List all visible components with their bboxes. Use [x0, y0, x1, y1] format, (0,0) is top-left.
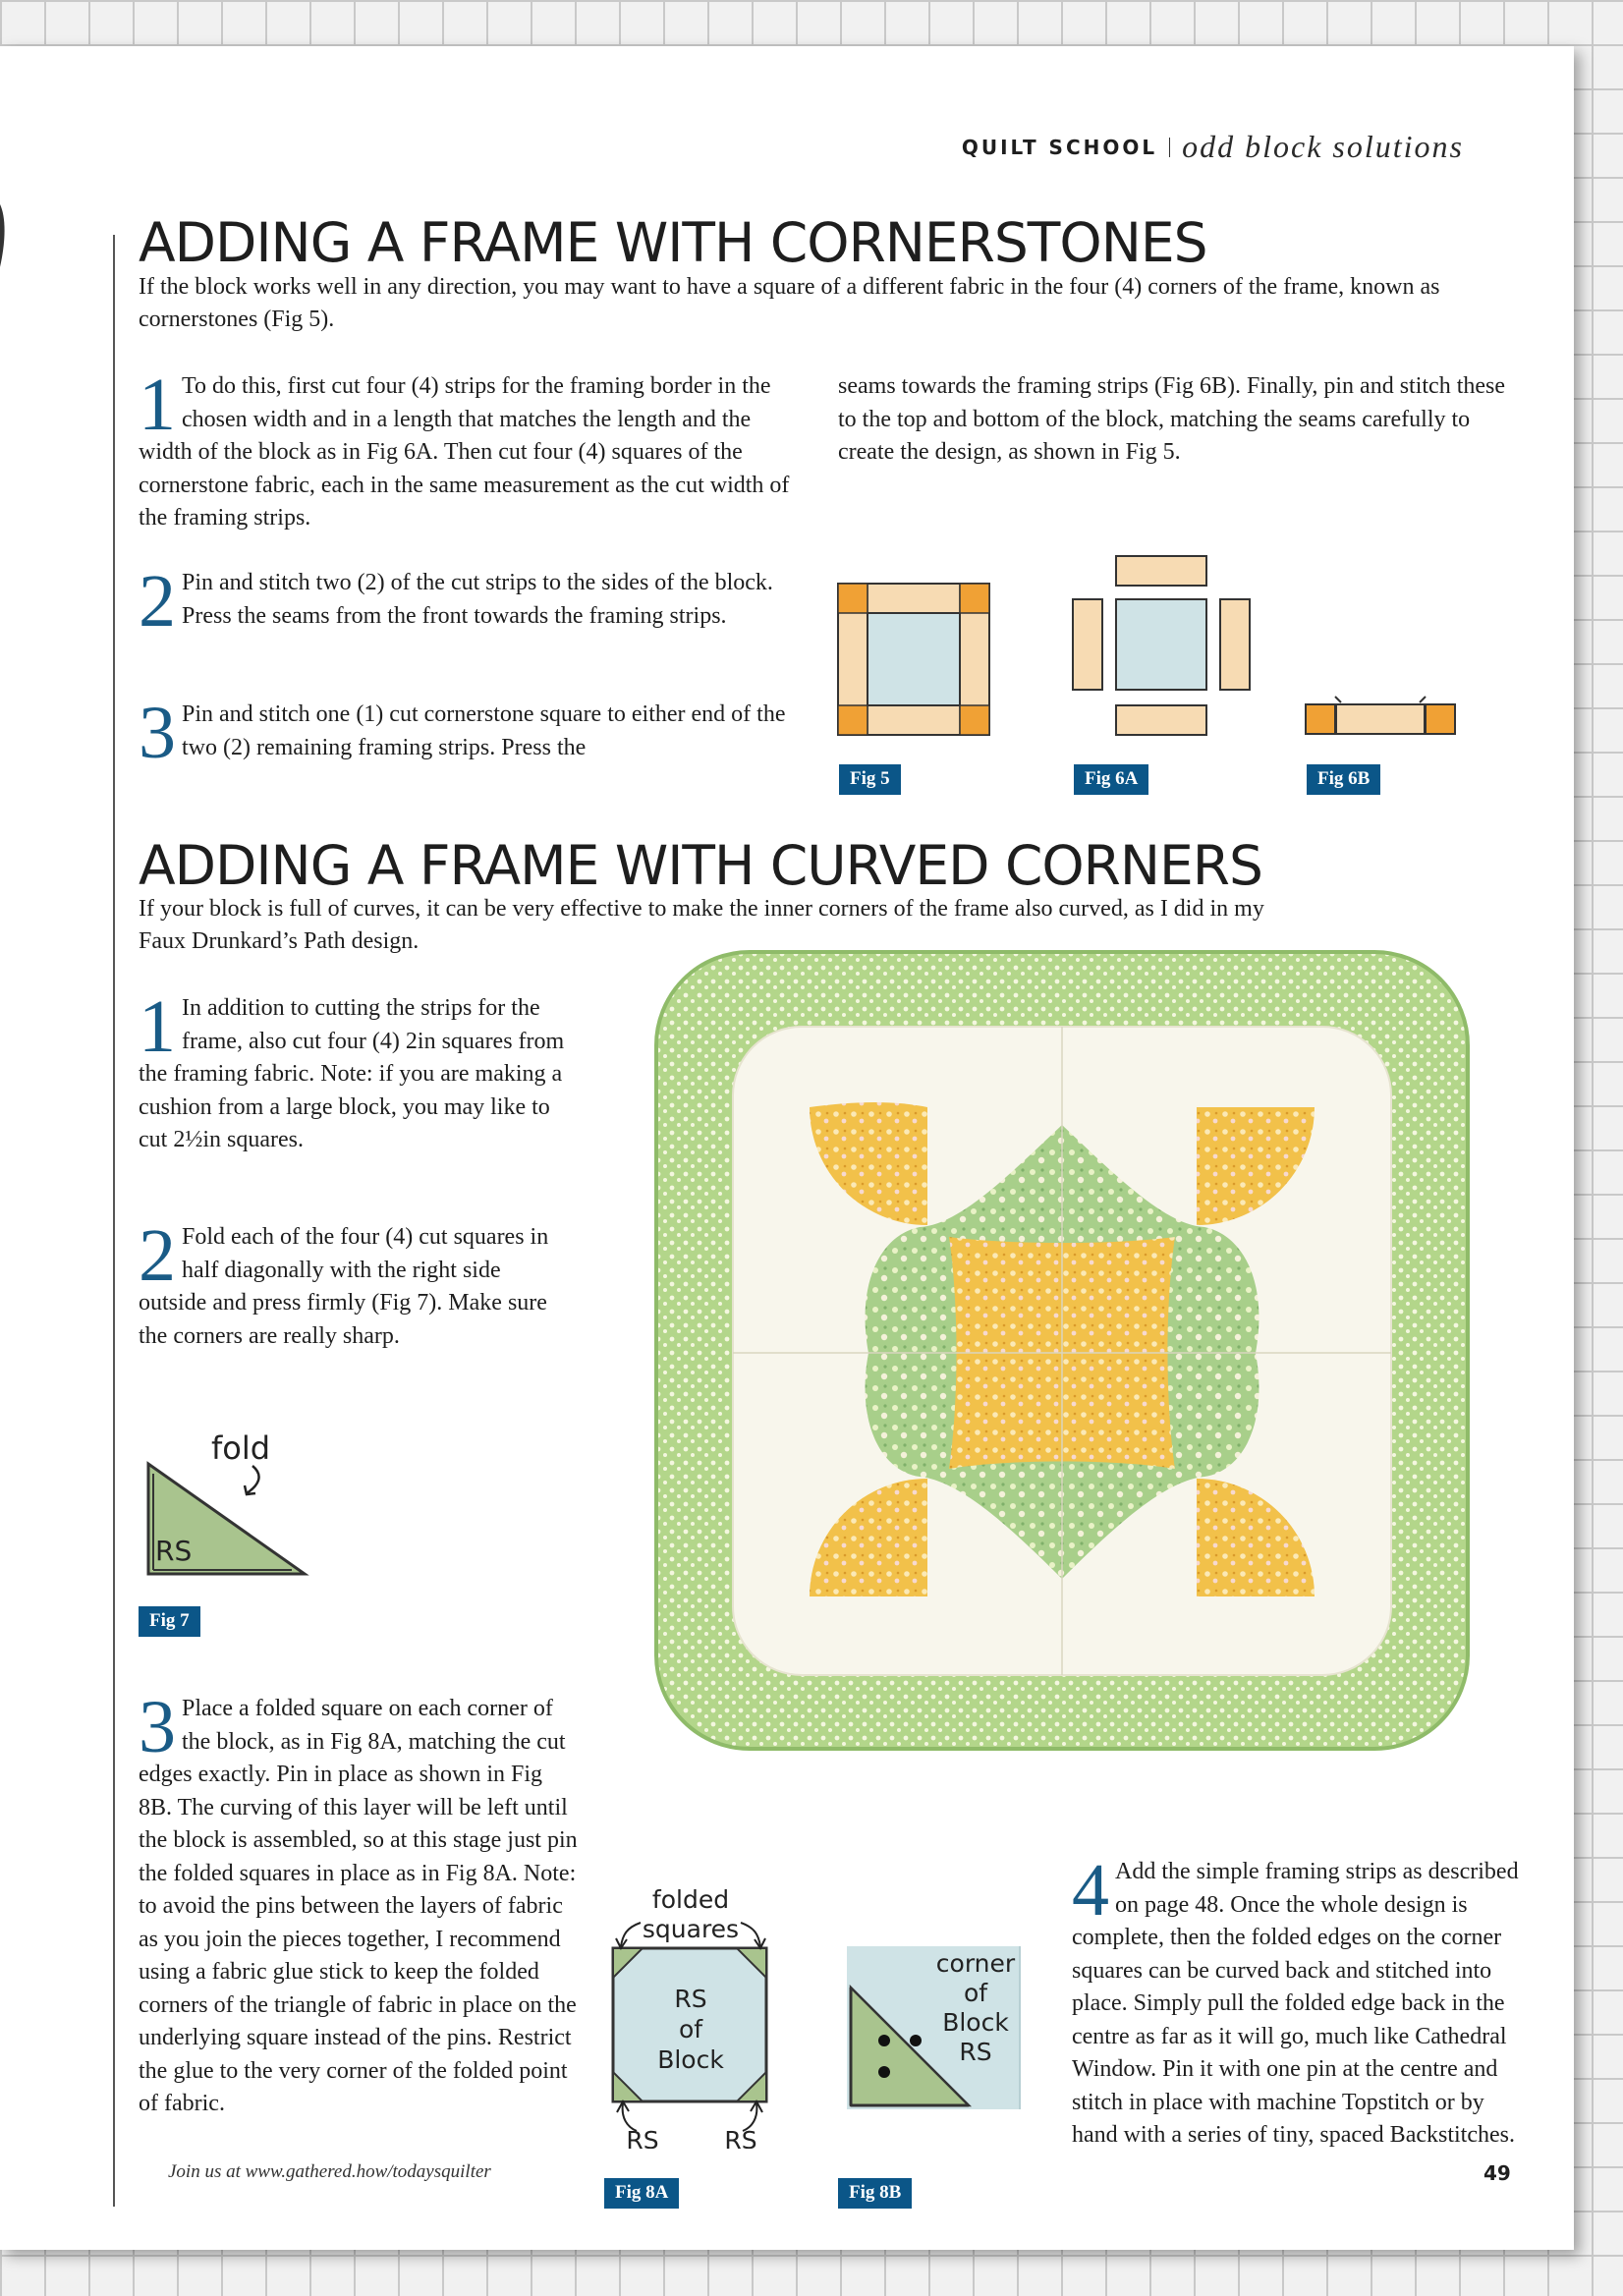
fig7-rs-label: RS [155, 1535, 193, 1567]
fig8a-label-folded: folded [651, 1885, 730, 1914]
dropcap: 2 [139, 560, 176, 643]
section2-title: ADDING A FRAME WITH CURVED CORNERS [139, 834, 1262, 897]
dropcap: 4 [1072, 1849, 1109, 1932]
page-header [962, 129, 1464, 165]
fig6a-diagram [1072, 555, 1253, 738]
margin-rule [113, 235, 115, 2207]
fig5-tag: Fig 5 [839, 764, 901, 795]
section1-step-3 [139, 692, 792, 774]
fig8b-diagram [845, 1944, 1022, 2111]
step-text: Add the simple framing strips as described on page 48. Once the whole design is complete, then the folded edges on the corner squares can be curved back and stitched into place. Simply pull the folded edge back in the centre as far as it will go, much like Cathedral Window. Pin it with one pin at the centre and stitch in place with machine Topstitch or by hand with a series of tiny, spaced Backstitches. [1072, 1859, 1519, 2148]
section1-title: ADDING A FRAME WITH CORNERSTONES [139, 211, 1207, 274]
fig6b-diagram [1304, 693, 1457, 736]
section1-continuation: seams towards the framing strips (Fig 6B). Finally, pin and stitch these to the top and bottom of the block, matching the seams carefully to create the design, as shown in Fig 5. [838, 373, 1506, 465]
fig8a-label-of: of [678, 2015, 703, 2044]
fig8a-label-block: Block [657, 2045, 724, 2074]
pen-mark [0, 198, 12, 277]
fig6a-tag: Fig 6A [1074, 764, 1148, 795]
fig5-diagram [837, 583, 990, 736]
section1-intro: If the block works well in any direction, you may want to have a square of a different fabric in the four (4) corners of the frame, known as cornerstones (Fig 5). [139, 274, 1440, 332]
fig8b-label-block: Block [942, 2008, 1009, 2037]
fig8b-label-rs: RS [959, 2038, 992, 2066]
section2-step-1 [139, 985, 571, 1157]
fig8a-label-rs: RS [674, 1985, 707, 2013]
header-kicker: QUILT SCHOOL [961, 135, 1158, 159]
footer-url: Join us at www.gathered.how/todaysquilter [168, 2161, 491, 2182]
dropcap: 1 [139, 985, 176, 1068]
page-number: 49 [1483, 2161, 1511, 2185]
fig8a-label-squares: squares [642, 1915, 740, 1943]
dropcap: 3 [139, 1686, 176, 1768]
section1-step-1 [139, 364, 802, 535]
section2-step-2 [139, 1214, 571, 1353]
fig6b-tag: Fig 6B [1307, 764, 1380, 795]
fig8a-diagram [597, 1874, 784, 2149]
fig8a-tag: Fig 8A [604, 2178, 679, 2209]
fig8b-tag: Fig 8B [838, 2178, 912, 2209]
fig8a-label-rs-left: RS [626, 2126, 659, 2149]
dropcap: 2 [139, 1214, 176, 1297]
fig7-tag: Fig 7 [139, 1606, 200, 1637]
dropcap: 3 [139, 692, 176, 774]
fig8b-label-corner: corner [935, 1949, 1016, 1978]
step-text: Pin and stitch two (2) of the cut strips to the sides of the block. Press the seams from the front towards the framing strips. [182, 570, 773, 629]
step-text: Place a folded square on each corner of the block, as in Fig 8A, matching the cut edges exactly. Pin in place as shown in Fig 8B. The curving of this layer will be left until the block is assembled, so at this stage just pin the folded squares in place as in Fig 8A. Note: to avoid the pins between the layers of fabric as you join the pieces together, I recommend using a fabric glue stick to keep the folded corners of the triangle of fabric in place on the underlying square instead of the pins. Restrict the glue to the very corner of the folded point of fabric. [139, 1696, 578, 2116]
section1-step-2 [139, 560, 792, 643]
fig7-diagram [142, 1417, 314, 1584]
step-text: In addition to cutting the strips for the frame, also cut four (4) 2in squares from the framing fabric. Note: if you are making a cushion from a large block, you may like to cut 2½in squares. [139, 995, 565, 1152]
fig8a-label-rs-right: RS [724, 2126, 757, 2149]
fig7-fold-label: fold [211, 1429, 271, 1467]
step-text: Pin and stitch one (1) cut cornerstone square to either end of the two (2) remaining framing strips. Press the [182, 701, 786, 760]
step-text: To do this, first cut four (4) strips for the framing border in the chosen width and in a length that matches the length and the width of the block as in Fig 6A. Then cut four (4) squares of the cornerstone fabric, each in the same measurement as the cut width of the framing strips. [139, 373, 790, 531]
dropcap: 1 [139, 364, 176, 446]
magazine-page [0, 46, 1574, 2250]
header-separator [1169, 138, 1170, 157]
section2-step-4 [1072, 1849, 1519, 2153]
step-text: Fold each of the four (4) cut squares in half diagonally with the right side outside and press firmly (Fig 7). Make sure the corners are really sharp. [139, 1224, 549, 1349]
fig8b-label-of: of [963, 1979, 988, 2007]
header-series: odd block solutions [1182, 129, 1464, 164]
section2-intro: If your block is full of curves, it can be very effective to make the inner corners of the frame also curved, as I did in my Faux Drunkard’s Path design. [139, 896, 1264, 954]
quilt-cushion-photo [654, 950, 1470, 1751]
section2-step-3 [139, 1686, 581, 2121]
